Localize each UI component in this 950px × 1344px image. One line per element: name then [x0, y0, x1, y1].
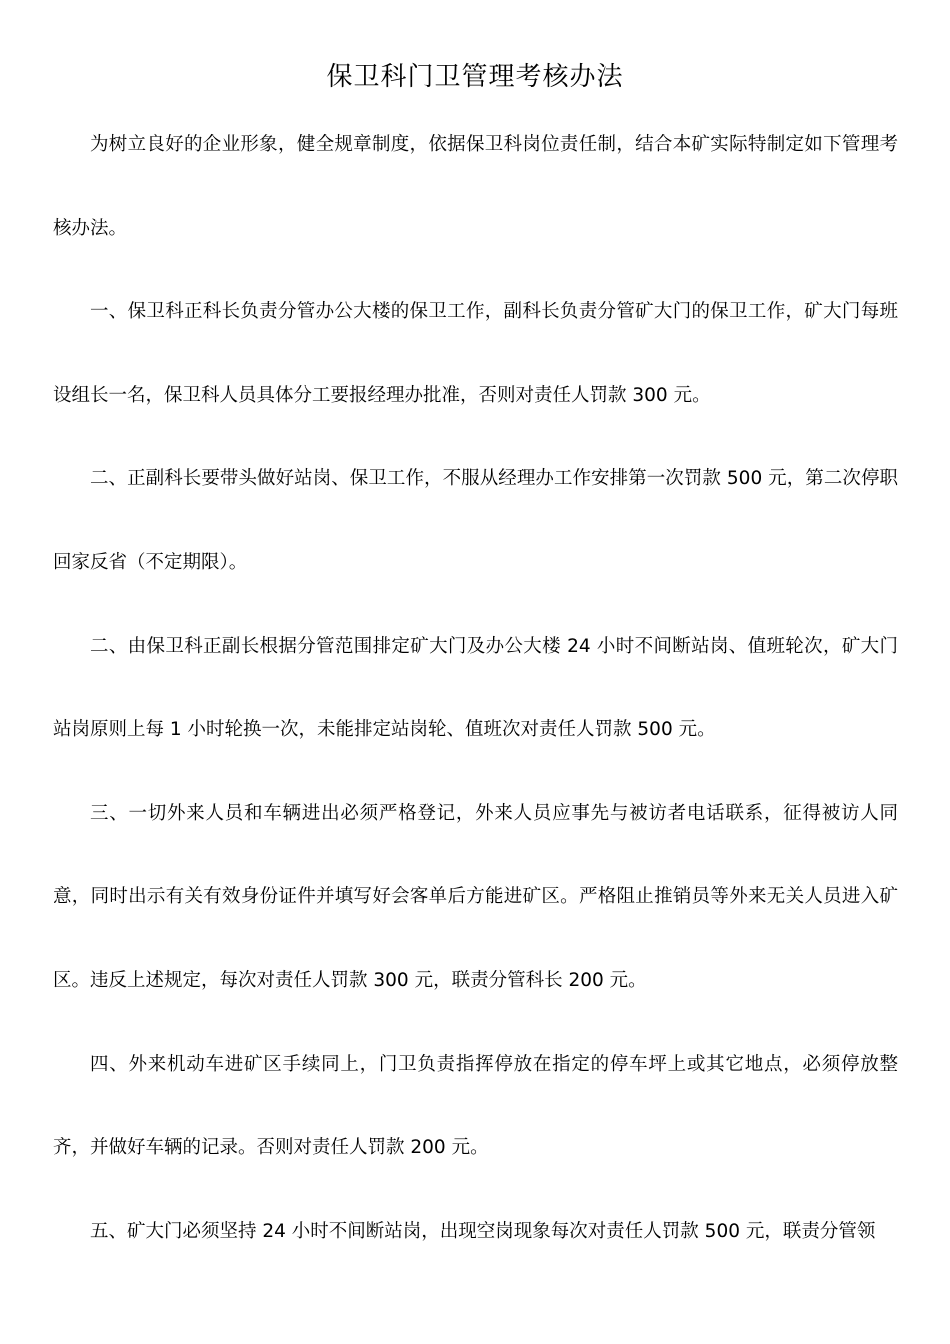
paragraph-clause-2: 二、正副科长要带头做好站岗、保卫工作，不服从经理办工作安排第一次罚款 500 元，第二次停职回家反省（不定期限）。 [53, 468, 898, 573]
paragraph-clause-1: 一、保卫科正科长负责分管办公大楼的保卫工作，副科长负责分管矿大门的保卫工作，矿大门每班设组长一名，保卫科人员具体分工要报经理办批准，否则对责任人罚款 300 元。 [53, 301, 898, 406]
paragraph-clause-5: 五、矿大门必须坚持 24 小时不间断站岗，出现空岗现象每次对责任人罚款 500 元，联责分管领 [90, 1220, 876, 1242]
paragraph-clause-3: 三、一切外来人员和车辆进出必须严格登记，外来人员应事先与被访者电话联系，征得被访人同意，同时出示有关有效身份证件并填写好会客单后方能进矿区。严格阻止推销员等外来无关人员进入矿区。违反上述规定，每次对责任人罚款 300 元，联责分管科长 200 元。 [53, 802, 898, 991]
document-body [53, 103, 898, 1273]
paragraph-intro: 为树立良好的企业形象，健全规章制度，依据保卫科岗位责任制，结合本矿实际特制定如下管理考核办法。 [53, 134, 898, 239]
document-title: 保卫科门卫管理考核办法 [326, 62, 624, 92]
paragraph-clause-2b: 二、由保卫科正副长根据分管范围排定矿大门及办公大楼 24 小时不间断站岗、值班轮次，矿大门站岗原则上每 1 小时轮换一次，未能排定站岗轮、值班次对责任人罚款 500 元。 [53, 635, 898, 741]
paragraph-clause-4: 四、外来机动车进矿区手续同上，门卫负责指挥停放在指定的停车坪上或其它地点，必须停放整齐，并做好车辆的记录。否则对责任人罚款 200 元。 [53, 1053, 898, 1159]
